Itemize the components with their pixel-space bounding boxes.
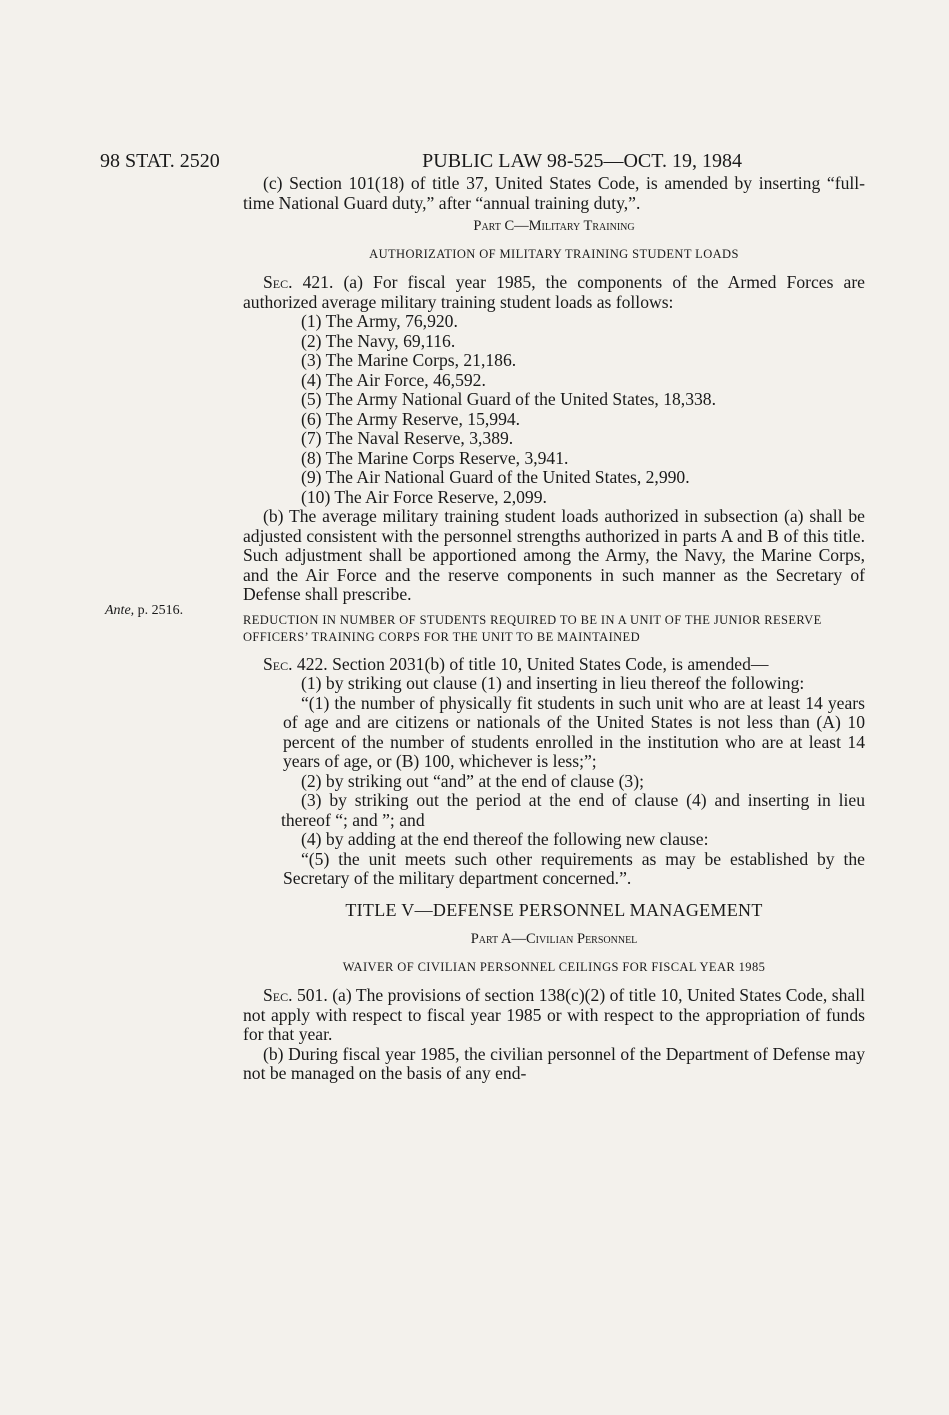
document-body	[243, 174, 865, 1084]
margin-note-page: p. 2516.	[134, 603, 184, 618]
student-load-item: (2) The Navy, 69,116.	[301, 330, 456, 351]
reduction-heading: REDUCTION IN NUMBER OF STUDENTS REQUIRED TO BE IN A UNIT OF THE JUNIOR RESERVE OFFICERS’ TRAINING CORPS FOR THE UNIT TO BE MAINTAINED	[243, 612, 822, 644]
title-v-heading: TITLE V—DEFENSE PERSONNEL MANAGEMENT	[345, 899, 763, 920]
waiver-heading: WAIVER OF CIVILIAN PERSONNEL CEILINGS FOR FISCAL YEAR 1985	[342, 959, 766, 974]
student-load-item: (10) The Air Force Reserve, 2,099.	[301, 486, 547, 507]
student-load-item: (5) The Army National Guard of the United States, 18,338.	[301, 389, 716, 409]
section-421-label: Sec. 421.	[263, 272, 334, 292]
public-law-citation: PUBLIC LAW 98-525—OCT. 19, 1984	[422, 150, 742, 172]
student-load-item: (8) The Marine Corps Reserve, 3,941.	[301, 447, 569, 468]
student-load-item: (1) The Army, 76,920.	[301, 311, 458, 331]
student-load-item: (7) The Naval Reserve, 3,389.	[301, 428, 514, 448]
section-421-intro	[243, 273, 865, 312]
section-422-text: Section 2031(b) of title 10, United States Code, is amended—	[327, 653, 769, 674]
section-422-quoted-clause-5: “(5) the unit meets such other requirements as may be established by the Secretary of the military department concerned.”.	[283, 848, 865, 888]
stat-page-number: 98 STAT. 2520	[100, 150, 220, 172]
paragraph-c: (c) Section 101(18) of title 37, United States Code, is amended by inserting “full-time National Guard duty,” after “annual training duty,”.	[243, 173, 865, 213]
section-422-quoted-clause-1: “(1) the number of physically fit students in such unit who are at least 14 years of age and are citizens or nationals of the United States is not less than (A) 10 percent of the number of students enrolled in the institution who are at least 14 years of age, or (B) 100, whichever is less;”;	[283, 692, 865, 771]
section-422-clause-4: (4) by adding at the end thereof the following new clause:	[301, 829, 709, 849]
section-421-b: (b) The average military training student loads authorized in subsection (a) shall be adjusted consistent with the personnel strengths authorized in parts A and B of this title. Such adjustment shall be apportioned among the Army, the Navy, the Marine Corps, and the Air Force and the reserve components in such manner as the Secretary of Defense shall prescribe.	[243, 506, 865, 604]
student-load-item: (3) The Marine Corps, 21,186.	[301, 350, 517, 370]
section-422-clause-1: (1) by striking out clause (1) and inserting in lieu thereof the following:	[301, 673, 805, 693]
section-422-label: Sec. 422.	[263, 653, 328, 674]
student-load-item: (6) The Army Reserve, 15,994.	[301, 408, 521, 429]
section-501-b: (b) During fiscal year 1985, the civilian personnel of the Department of Defense may not be managed on the basis of any end-	[243, 1043, 865, 1083]
section-421-text: (a) For fiscal year 1985, the components of the Armed Forces are authorized average military training student loads as follows:	[243, 272, 865, 312]
section-422-clause-3: (3) by striking out the period at the end of clause (4) and inserting in lieu thereof “; and ”; and	[281, 790, 865, 830]
authorization-heading: AUTHORIZATION OF MILITARY TRAINING STUDENT LOADS	[369, 246, 739, 261]
section-501-text: (a) The provisions of section 138(c)(2) of title 10, United States Code, shall not apply with respect to fiscal year 1985 or with respect to the appropriation of funds for that year.	[243, 985, 865, 1044]
section-501-a	[243, 986, 865, 1045]
margin-note-italic: Ante,	[105, 603, 135, 618]
margin-note-ante	[105, 603, 183, 619]
student-load-item: (9) The Air National Guard of the United States, 2,990.	[301, 467, 690, 487]
section-422-intro	[243, 655, 865, 675]
section-501-label: Sec. 501.	[263, 985, 328, 1005]
part-c-heading: Part C—Military Training	[473, 218, 635, 234]
student-load-item: (4) The Air Force, 46,592.	[301, 369, 486, 390]
part-a-heading: Part A—Civilian Personnel	[470, 931, 638, 947]
section-422-clause-2: (2) by striking out “and” at the end of clause (3);	[301, 770, 644, 791]
